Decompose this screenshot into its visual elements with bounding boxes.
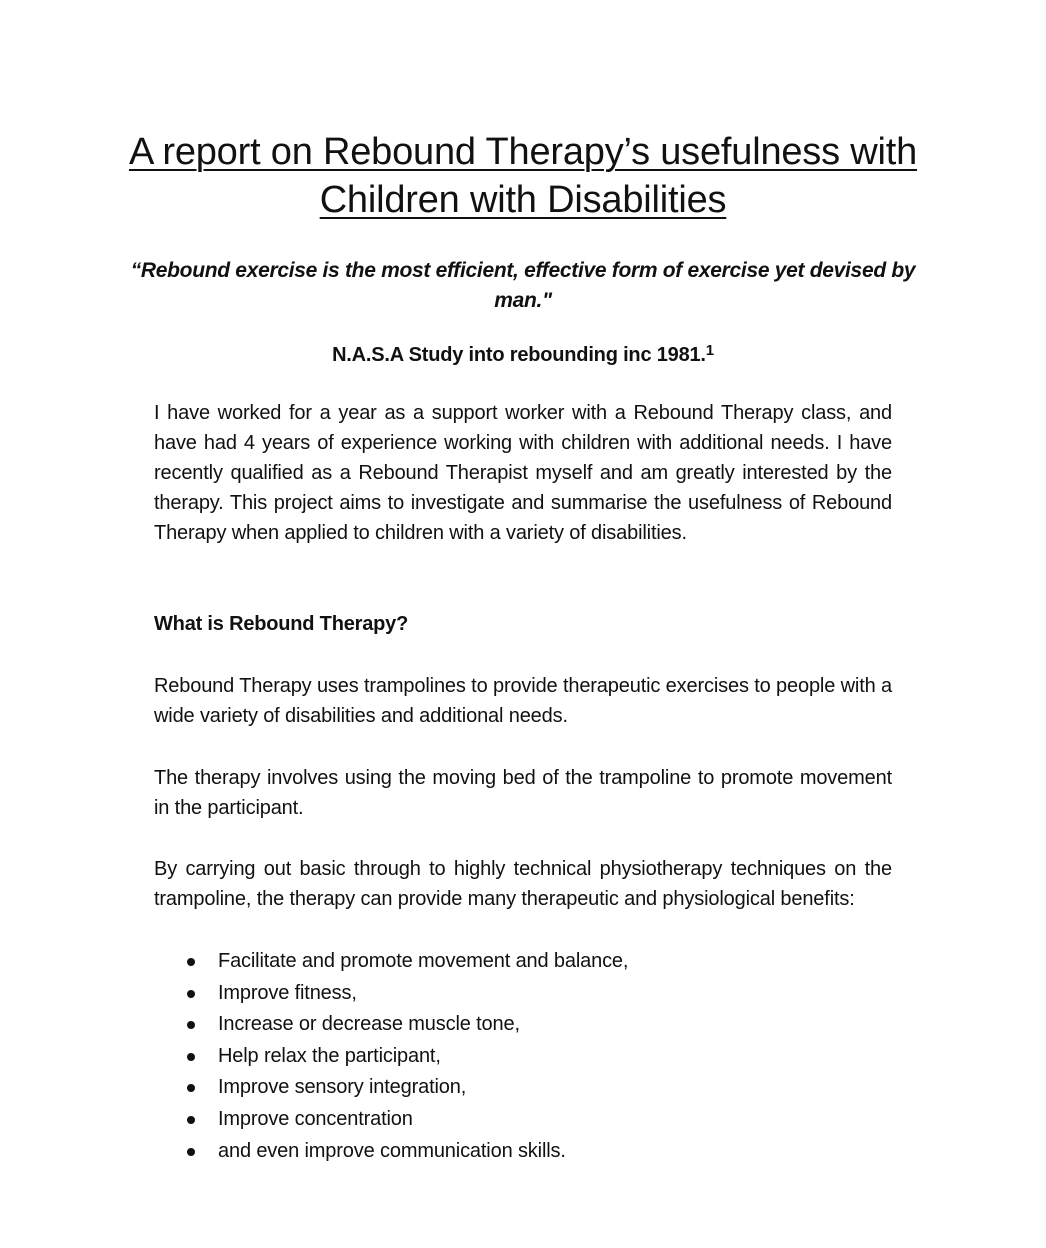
quote-source-text: N.A.S.A Study into rebounding inc 1981.: [332, 344, 706, 366]
list-item-text: Improve concentration: [218, 1107, 413, 1130]
footnote-marker: 1: [705, 342, 714, 359]
section-heading: What is Rebound Therapy?: [154, 613, 409, 635]
method-paragraph: The therapy involves using the moving bed of the trampoline to promote movement in the participant.: [154, 767, 892, 819]
list-item-text: Facilitate and promote movement and balance,: [218, 950, 629, 972]
list-item-text: and even improve communication skills.: [218, 1139, 566, 1162]
bullet-icon: [187, 1053, 195, 1061]
quote-source: [110, 340, 936, 372]
list-item-text: Help relax the participant,: [218, 1044, 441, 1067]
list-item: [154, 946, 892, 978]
bullet-icon: [187, 990, 195, 998]
benefits-list: [154, 946, 892, 1167]
list-item: [154, 1072, 892, 1104]
bullet-icon: [187, 1021, 195, 1029]
epigraph-quote: “Rebound exercise is the most efficient, effective form of exercise yet devised by man.": [130, 259, 916, 312]
list-item: [154, 1104, 892, 1136]
list-item: [154, 978, 892, 1010]
list-item: [154, 1136, 892, 1168]
list-item: [154, 1009, 892, 1041]
bullet-icon: [187, 1116, 195, 1124]
benefits-intro-paragraph: By carrying out basic through to highly technical physiotherapy techniques on the trampoline, the therapy can provide many therapeutic and physiological benefits:: [154, 858, 892, 910]
list-item-text: Improve sensory integration,: [218, 1076, 467, 1099]
bullet-icon: [187, 1148, 195, 1156]
list-item: [154, 1041, 892, 1073]
list-item-text: Improve fitness,: [218, 981, 357, 1004]
intro-paragraph: I have worked for a year as a support worker with a Rebound Therapy class, and have had 4 years of experience working with children with additional needs. I have recently qualified as a Rebound Therapist myself and am greatly interested by the therapy. This project aims to investigate and summarise the usefulness of Rebound Therapy when applied to children with a variety of disabilities.: [154, 402, 892, 544]
list-item-text: Increase or decrease muscle tone,: [218, 1013, 520, 1036]
document-title: A report on Rebound Therapy’s usefulness with Children with Disabilities: [128, 131, 918, 221]
definition-paragraph: Rebound Therapy uses trampolines to provide therapeutic exercises to people with a wide variety of disabilities and additional needs.: [154, 675, 892, 727]
bullet-icon: [187, 1084, 195, 1092]
bullet-icon: [187, 958, 195, 966]
